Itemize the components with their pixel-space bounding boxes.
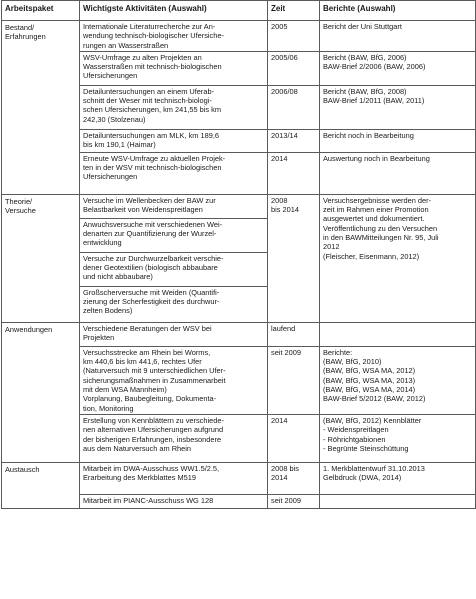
- report-cell: Berichte: (BAW, BfG, 2010) (BAW, BfG, WSA MA, 2012) (BAW, BfG, WSA MA, 2013) (BAW, BfG, WSA MA, 2014) BAW-Brief 5/2012 (BAW, 2012): [320, 346, 476, 414]
- activities-table: [1, 0, 476, 509]
- activity-cell: Versuche im Wellenbecken der BAW zur Belastbarkeit von Weidenspreitlagen: [80, 194, 268, 218]
- activity-cell: Erneute WSV-Umfrage zu aktuellen Projek- ten in der WSV mit technisch-biologischen Ufersicherungen: [80, 152, 268, 194]
- activity-cell: Internationale Literaturrecherche zur An- wendung technisch-biologischer Ufersiche- rungen an Wasserstraßen: [80, 21, 268, 52]
- report-cell: [320, 494, 476, 508]
- time-cell: 2014: [268, 414, 320, 462]
- activity-cell: Mitarbeit im DWA-Ausschuss WW1.5/2.5, Erarbeitung des Merkblattes M519: [80, 462, 268, 494]
- header-zeit: Zeit: [268, 1, 320, 21]
- activity-cell: Versuchsstrecke am Rhein bei Worms, km 440,6 bis km 441,6, rechtes Ufer (Naturversuch mit 9 unterschiedlichen Ufer- sicherungsmaßnahmen in Zusammenarbeit mit dem WSA Mannheim) Vorplanung, Baubegleitung, Dokumenta- tion, Monitoring: [80, 346, 268, 414]
- time-cell: 2013/14: [268, 129, 320, 152]
- activity-cell: Erstellung von Kennblättern zu verschiede- nen alternativen Ufersicherungen aufgrund der bisherigen Erfahrungen, insbesondere aus dem Naturversuch am Rhein: [80, 414, 268, 462]
- package-cell: Theorie/ Versuche: [2, 194, 80, 322]
- time-cell: laufend: [268, 322, 320, 346]
- time-cell: 2008 bis 2014: [268, 462, 320, 494]
- time-cell: 2005/06: [268, 51, 320, 85]
- header-berichte: Berichte (Auswahl): [320, 1, 476, 21]
- time-cell: 2014: [268, 152, 320, 194]
- package-cell: Anwendungen: [2, 322, 80, 462]
- report-cell: Bericht noch in Bearbeitung: [320, 129, 476, 152]
- activity-cell: Detailuntersuchungen am MLK, km 189,6 bis km 190,1 (Haimar): [80, 129, 268, 152]
- activity-cell: Verschiedene Beratungen der WSV bei Projekten: [80, 322, 268, 346]
- activity-cell: Mitarbeit im PIANC-Ausschuss WG 128: [80, 494, 268, 508]
- header-aktivitaeten: Wichtigste Aktivitäten (Auswahl): [80, 1, 268, 21]
- report-cell: Auswertung noch in Bearbeitung: [320, 152, 476, 194]
- activity-cell: Anwuchsversuche mit verschiedenen Wei- denarten zur Quantifizierung der Wurzel- entwicklung: [80, 218, 268, 252]
- report-cell: Bericht der Uni Stuttgart: [320, 21, 476, 52]
- report-cell: Versuchsergebnisse werden der- zeit im Rahmen einer Promotion ausgewertet und dokumentiert. Veröffentlichung zu den Versuchen in den BAWMitteilungen Nr. 95, Juli 2012 (Fleischer, Eisenmann, 2012): [320, 194, 476, 322]
- package-cell: Bestand/ Erfahrungen: [2, 21, 80, 195]
- activity-cell: WSV-Umfrage zu alten Projekten an Wasserstraßen mit technisch-biologischen Ufersicherungen: [80, 51, 268, 85]
- header-arbeitspaket: Arbeitspaket: [2, 1, 80, 21]
- activity-cell: Detailuntersuchungen an einem Uferab- schnitt der Weser mit technisch-biologi- schen Ufersicherungen, km 241,55 bis km 242,30 (Stolzenau): [80, 85, 268, 129]
- table-row: [2, 21, 476, 52]
- report-cell: 1. Merkblattentwurf 31.10.2013 Gelbdruck (DWA, 2014): [320, 462, 476, 494]
- activity-cell: Großscherversuche mit Weiden (Quantifi- zierung der Scherfestigkeit des durchwur- zelten Bodens): [80, 286, 268, 322]
- package-cell: Austausch: [2, 462, 80, 508]
- time-cell: seit 2009: [268, 346, 320, 414]
- report-cell: Bericht (BAW, BfG, 2006) BAW-Brief 2/2006 (BAW, 2006): [320, 51, 476, 85]
- time-cell: 2008 bis 2014: [268, 194, 320, 322]
- time-cell: 2005: [268, 21, 320, 52]
- report-cell: (BAW, BfG, 2012) Kennblätter - Weidenspreitlagen - Röhrichtgabionen - Begrünte Steinschüttung: [320, 414, 476, 462]
- table-header-row: [2, 1, 476, 21]
- activity-cell: Versuche zur Durchwurzelbarkeit verschie- dener Geotextilien (biologisch abbaubare und nicht abbaubare): [80, 252, 268, 286]
- time-cell: seit 2009: [268, 494, 320, 508]
- report-cell: Bericht (BAW, BfG, 2008) BAW-Brief 1/2011 (BAW, 2011): [320, 85, 476, 129]
- table-row: [2, 194, 476, 218]
- report-cell: [320, 322, 476, 346]
- table-row: [2, 462, 476, 494]
- table-row: [2, 322, 476, 346]
- time-cell: 2006/08: [268, 85, 320, 129]
